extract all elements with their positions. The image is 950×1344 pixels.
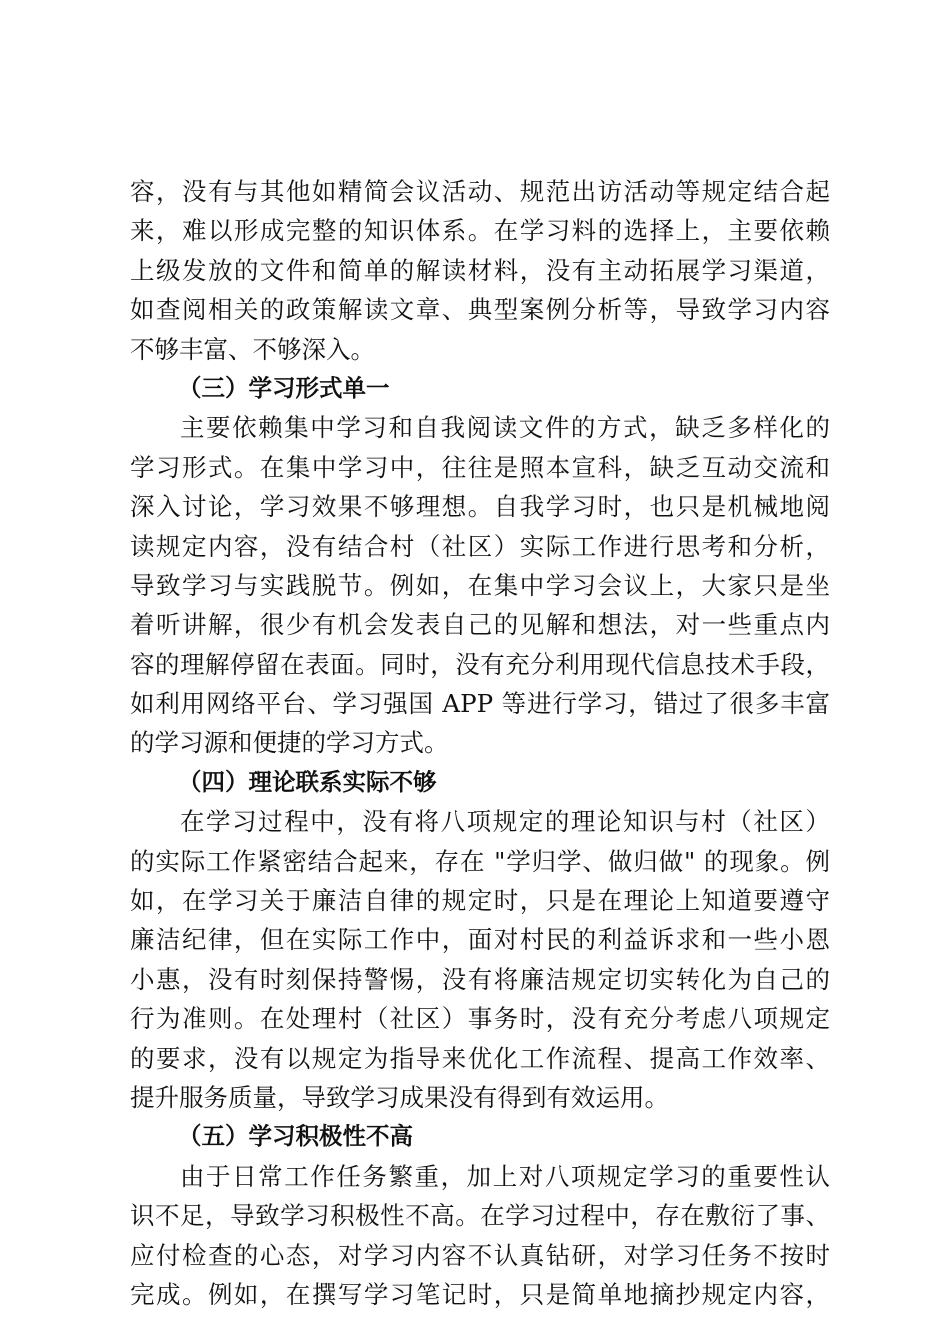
- paragraph-first-line: 在学习过程中，没有将八项规定的理论知识与村（社区）: [180, 807, 830, 837]
- paragraph-line: 学习形式。在集中学习中，往往是照本宣科，缺乏互动交流和: [130, 452, 830, 482]
- paragraph-line: 的实际工作紧密结合起来，存在 "学归学、做归做" 的现象。例: [130, 846, 830, 876]
- section-heading: （五）学习积极性不高: [178, 1122, 413, 1151]
- paragraph-line: 读规定内容，没有结合村（社区）实际工作进行思考和分析，: [130, 531, 830, 561]
- paragraph-line: 廉洁纪律，但在实际工作中，面对村民的利益诉求和一些小恩: [130, 925, 830, 955]
- paragraph-line: 导致学习与实践脱节。例如，在集中学习会议上，大家只是坐: [130, 570, 830, 600]
- paragraph-line: 不够丰富、不够深入。: [130, 334, 375, 364]
- paragraph-line: 的学习源和便捷的学习方式。: [130, 728, 449, 758]
- section-heading: （四）理论联系实际不够: [178, 767, 437, 796]
- paragraph-line: 小惠，没有时刻保持警惕，没有将廉洁规定切实转化为自己的: [130, 964, 830, 994]
- paragraph-line: 如查阅相关的政策解读文章、典型案例分析等，导致学习内容: [130, 295, 830, 325]
- document-body: [130, 172, 830, 1314]
- paragraph-line: 如，在学习关于廉洁自律的规定时，只是在理论上知道要遵守: [130, 886, 830, 916]
- paragraph-line: 上级发放的文件和简单的解读材料，没有主动拓展学习渠道，: [130, 255, 830, 285]
- paragraph-line: 的要求，没有以规定为指导来优化工作流程、提高工作效率、: [130, 1043, 830, 1073]
- paragraph-line: 提升服务质量，导致学习成果没有得到有效运用。: [130, 1082, 669, 1112]
- paragraph-first-line: 主要依赖集中学习和自我阅读文件的方式，缺乏多样化的: [180, 413, 830, 443]
- paragraph-line: 行为准则。在处理村（社区）事务时，没有充分考虑八项规定: [130, 1004, 830, 1034]
- paragraph-line: 应付检查的心态，对学习内容不认真钻研，对学习任务不按时: [130, 1240, 830, 1270]
- paragraph-line: 容，没有与其他如精简会议活动、规范出访活动等规定结合起: [130, 177, 830, 206]
- paragraph-line: 深入讨论，学习效果不够理想。自我学习时，也只是机械地阅: [130, 492, 830, 522]
- paragraph-first-line: 由于日常工作任务繁重，加上对八项规定学习的重要性认: [180, 1161, 830, 1191]
- paragraph-line: 着听讲解，很少有机会发表自己的见解和想法，对一些重点内: [130, 610, 830, 640]
- paragraph-line: 完成。例如，在撰写学习笔记时，只是简单地摘抄规定内容，: [130, 1279, 830, 1309]
- section-heading: （三）学习形式单一: [178, 373, 390, 402]
- paragraph-line: 如利用网络平台、学习强国 APP 等进行学习，错过了很多丰富: [130, 689, 830, 719]
- paragraph-line: 容的理解停留在表面。同时，没有充分利用现代信息技术手段，: [130, 649, 830, 679]
- paragraph-line: 识不足，导致学习积极性不高。在学习过程中，存在敷衍了事、: [130, 1201, 830, 1231]
- paragraph-line: 来，难以形成完整的知识体系。在学习料的选择上，主要依赖: [130, 216, 830, 246]
